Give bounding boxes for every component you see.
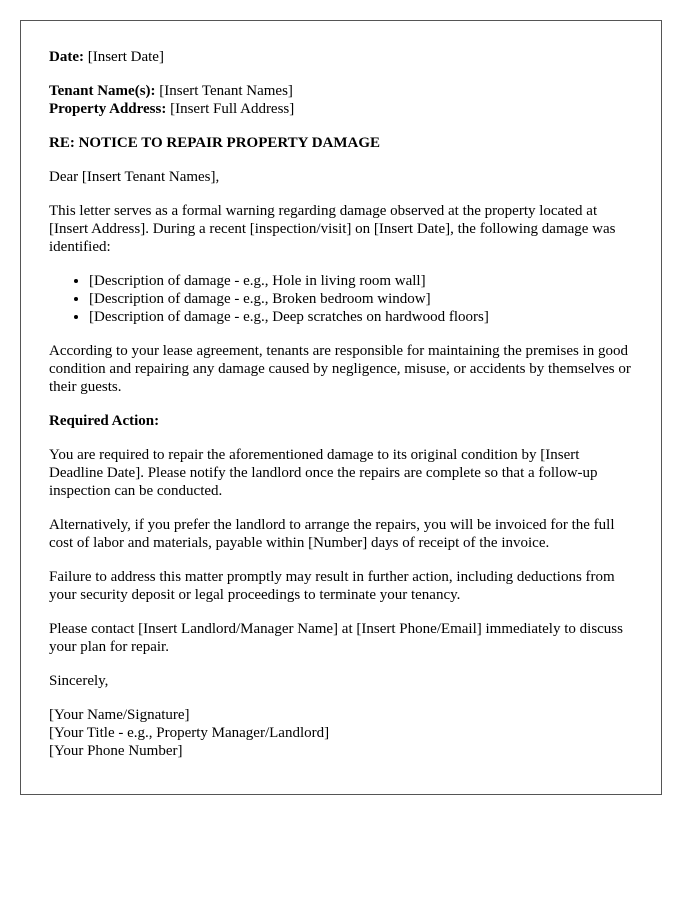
subject-line: RE: NOTICE TO REPAIR PROPERTY DAMAGE (49, 135, 381, 151)
required-action-heading: Required Action: (49, 413, 160, 429)
damage-list (49, 272, 633, 326)
closing: Sincerely, (49, 673, 109, 689)
signature-block: [Your Name/Signature] [Your Title - e.g., Property Manager/Landlord] [Your Phone Number] (49, 707, 330, 759)
lease-paragraph: According to your lease agreement, tenants are responsible for maintaining the premises in good condition and repairing any damage caused by negligence, misuse, or accidents by themselves or their guests. (49, 343, 631, 395)
recipient-block: Tenant Name(s): [Insert Tenant Names] Property Address: [Insert Full Address] (49, 83, 295, 117)
list-item: • [Description of damage - e.g., Hole in living room wall] (89, 272, 633, 290)
list-item: • [Description of damage - e.g., Deep scratches on hardwood floors] (89, 308, 633, 326)
alternative-paragraph: Alternatively, if you prefer the landlord to arrange the repairs, you will be invoiced for the full cost of labor and materials, payable within [Number] days of receipt of the invoice. (49, 517, 615, 551)
required-action-paragraph: You are required to repair the aforementioned damage to its original condition by [Insert Deadline Date]. Please notify the landlord once the repairs are complete so that a follow-up inspection can be conducted. (49, 447, 598, 499)
consequences-paragraph: Failure to address this matter promptly may result in further action, including deductions from your security deposit or legal proceedings to terminate your tenancy. (49, 569, 615, 603)
contact-paragraph: Please contact [Insert Landlord/Manager Name] at [Insert Phone/Email] immediately to discuss your plan for repair. (49, 621, 623, 655)
list-item: • [Description of damage - e.g., Broken bedroom window] (89, 290, 633, 308)
date-line: Date: [Insert Date] (49, 49, 164, 65)
intro-paragraph: This letter serves as a formal warning regarding damage observed at the property located at [Insert Address]. During a recent [inspection/visit] on [Insert Date], the following damage was identified: (49, 203, 616, 255)
letter (20, 20, 662, 795)
salutation: Dear [Insert Tenant Names], (49, 169, 220, 185)
